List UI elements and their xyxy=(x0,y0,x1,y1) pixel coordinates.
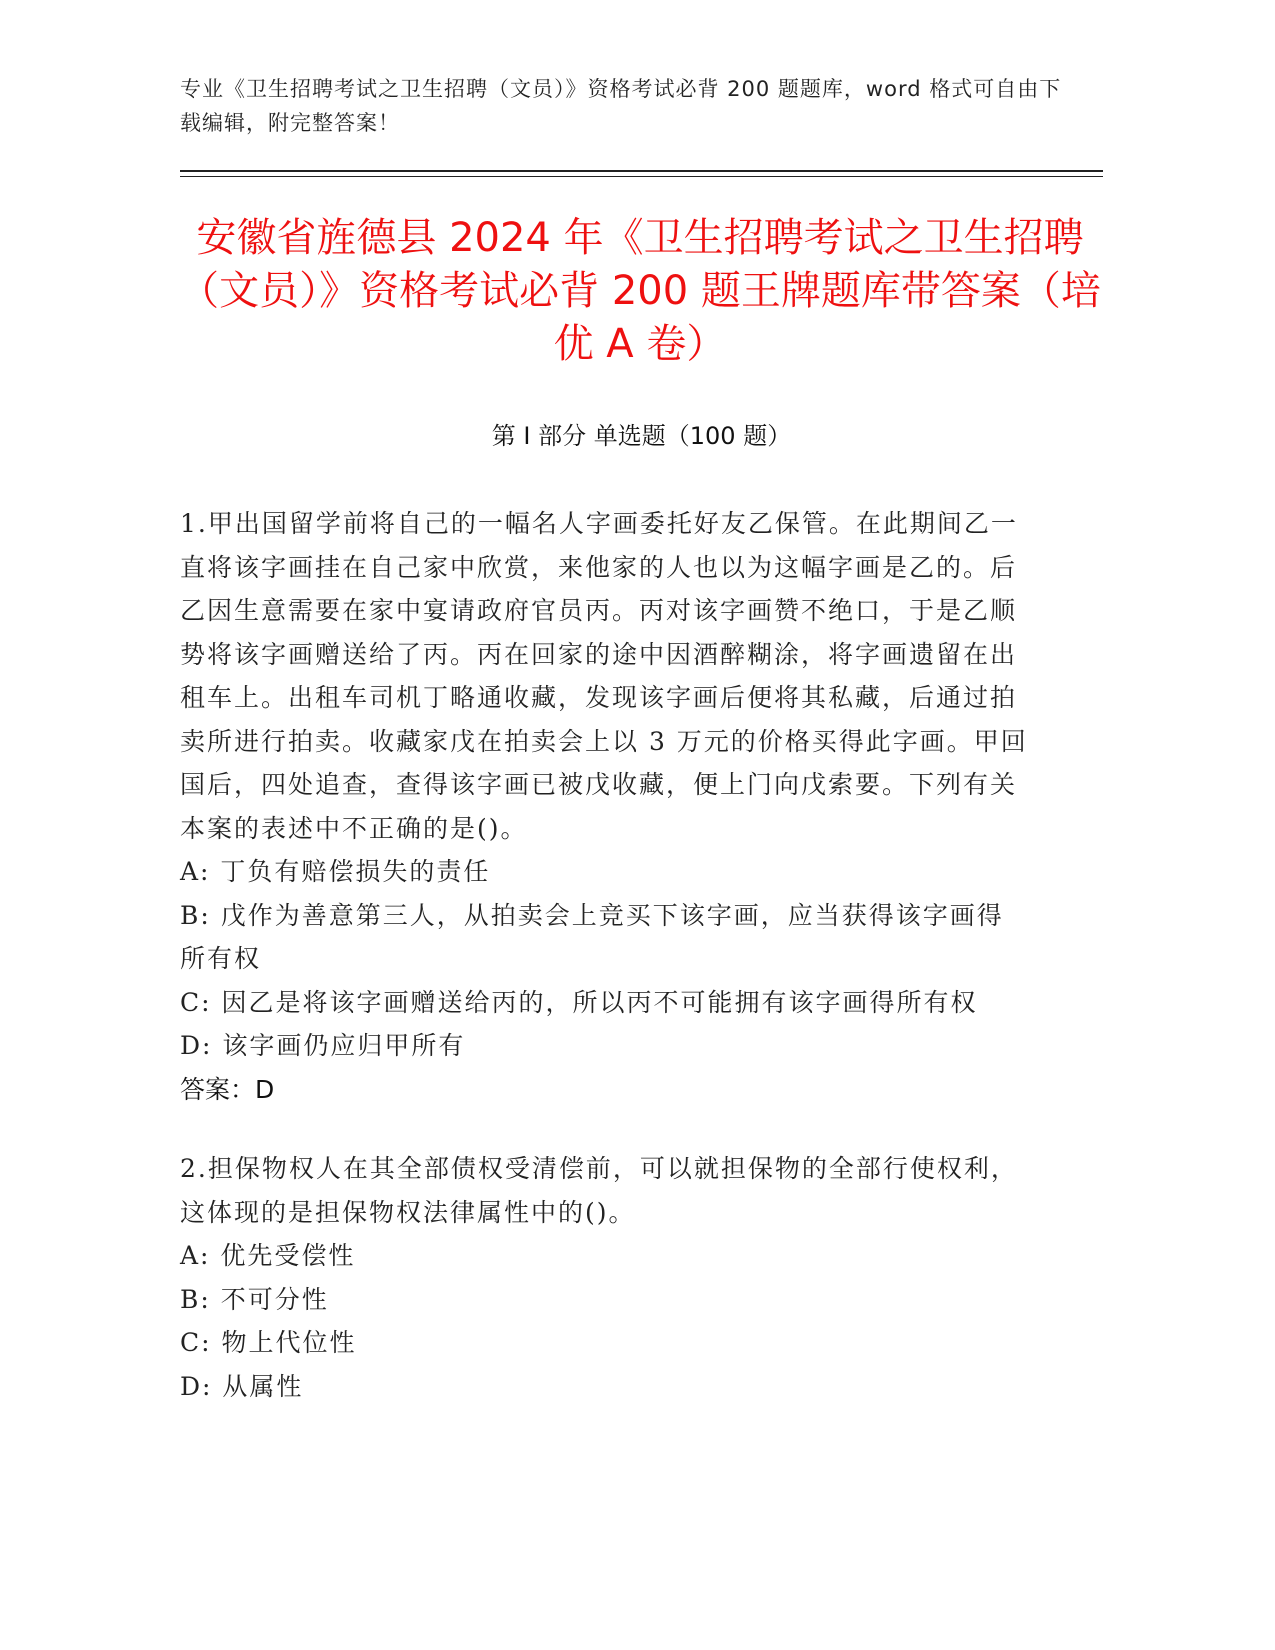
header-divider-thick xyxy=(180,170,1103,172)
question-stem: 2.担保物权人在其全部债权受清偿前，可以就担保物的全部行使权利，这体现的是担保物权法律属性中的()。 xyxy=(180,1154,1018,1227)
document-title: 安徽省旌德县 2024 年《卫生招聘考试之卫生招聘（文员）》资格考试必背 200 题王牌题库带答案（培优 A 卷） xyxy=(179,215,1101,367)
header-note: 专业《卫生招聘考试之卫生招聘（文员）》资格考试必背 200 题题库，word 格式可自由下载编辑，附完整答案！ xyxy=(180,77,1062,135)
option-c: C: 因乙是将该字画赠送给丙的，所以丙不可能拥有该字画得所有权 xyxy=(180,987,978,1017)
question-2 xyxy=(180,1147,1030,1408)
question-1 xyxy=(180,502,1030,1111)
header-divider-thin xyxy=(180,176,1103,177)
option-d: D: 该字画仍应归甲所有 xyxy=(180,1031,466,1060)
section-heading: 第 I 部分 单选题（100 题） xyxy=(491,422,792,450)
option-a: A: 丁负有赔偿损失的责任 xyxy=(180,857,491,886)
option-a: A: 优先受偿性 xyxy=(180,1241,356,1270)
option-d: D: 从属性 xyxy=(180,1371,304,1401)
question-list xyxy=(180,502,1030,1444)
option-b: B: 戊作为善意第三人，从拍卖会上竞买下该字画，应当获得该字画得所有权 xyxy=(180,900,1004,973)
option-b: B: 不可分性 xyxy=(180,1284,329,1314)
answer-text: 答案：D xyxy=(180,1074,275,1104)
option-c: C: 物上代位性 xyxy=(180,1328,357,1357)
question-stem: 1.甲出国留学前将自己的一幅名人字画委托好友乙保管。在此期间乙一直将该字画挂在自己家中欣赏，来他家的人也以为这幅字画是乙的。后乙因生意需要在家中宴请政府官员丙。丙对该字画赞不绝口，于是乙顺势将该字画赠送给了丙。丙在回家的途中因酒醉糊涂，将字画遗留在出租车上。出租车司机丁略通收藏，发现该字画后便将其私藏，后通过拍卖所进行拍卖。收藏家戊在拍卖会上以 3 万元的价格买得此字画。甲回国后，四处追查，查得该字画已被戊收藏，便上门向戊索要。下列有关本案的表述中不正确的是()。 xyxy=(180,509,1028,843)
